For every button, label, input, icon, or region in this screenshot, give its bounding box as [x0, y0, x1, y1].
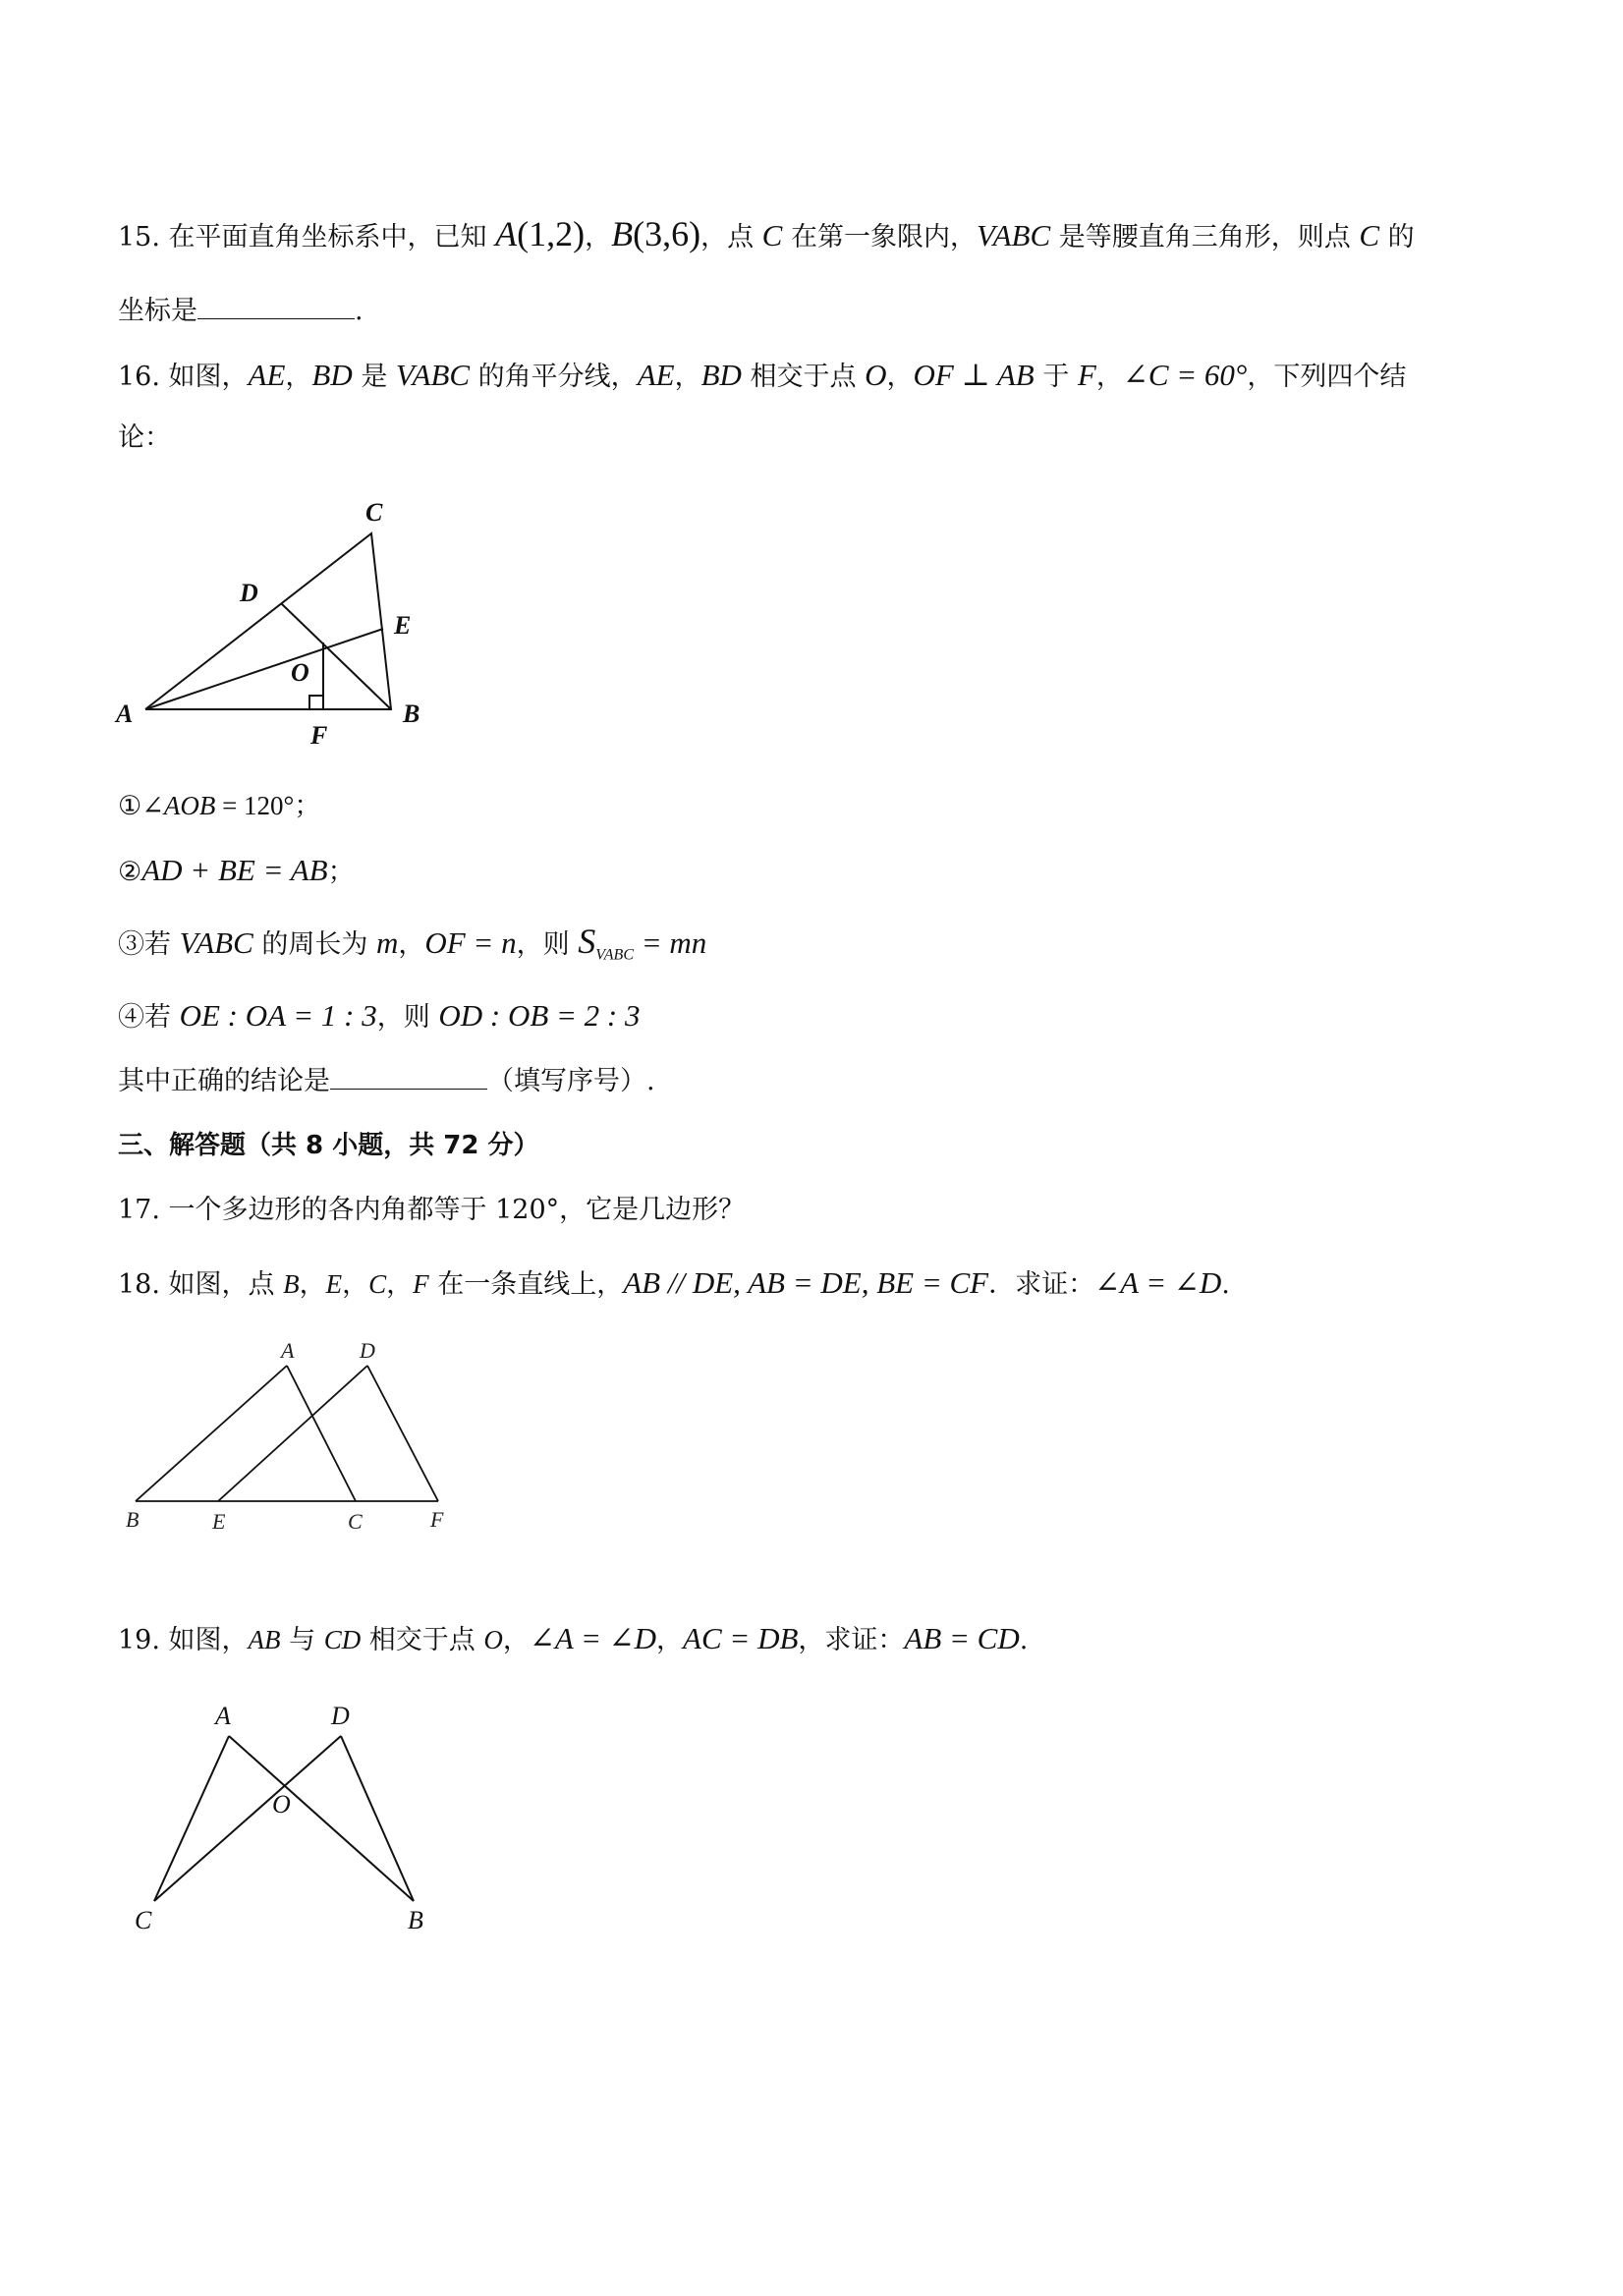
q16-line2: 论：	[118, 422, 171, 453]
label-a: A	[281, 1338, 295, 1363]
q17-line: 17. 一个多边形的各内角都等于 120°，它是几边形？	[118, 1195, 746, 1225]
segment-df	[367, 1366, 438, 1501]
label-f: F	[430, 1507, 444, 1532]
label-b: B	[403, 700, 420, 728]
segment-bd	[281, 603, 391, 709]
label-c: C	[348, 1509, 363, 1534]
q18-line: 18. 如图，点 B，E，C，F 在一条直线上，AB // DE, AB = DE, BE = CF．求证：∠A = ∠D.	[118, 1265, 1230, 1300]
section-heading: 三、解答题（共 8 小题，共 72 分）	[118, 1131, 539, 1160]
q16-line1: 16. 如图，AE，BD 是 VABC 的角平分线，AE，BD 相交于点 O，OF ⊥ AB 于 F，∠C = 60°，下列四个结	[118, 358, 1407, 392]
segment-db	[341, 1736, 414, 1901]
label-b: B	[408, 1906, 423, 1934]
label-o: O	[291, 658, 309, 687]
segment-ab	[229, 1736, 414, 1901]
label-c: C	[365, 498, 383, 527]
label-d: D	[240, 579, 258, 607]
label-e: E	[394, 611, 412, 640]
q19-line: 19. 如图，AB 与 CD 相交于点 O，∠A = ∠D，AC = DB，求证：AB = CD.	[118, 1621, 1029, 1655]
q16-conclusion-1: ①∠AOB = 120°；	[118, 791, 321, 821]
q16-conclusion-2: ②AD + BE = AB；	[118, 853, 355, 887]
label-e: E	[212, 1509, 226, 1534]
label-c: C	[135, 1906, 152, 1934]
segment-ae	[145, 629, 383, 709]
q16-conclusion-3: ③若 VABC 的周长为 m，OF = n，则 $S_{VABC}$ = mn	[118, 922, 707, 964]
q16-answer: 其中正确的结论是 （填写序号）.	[118, 1061, 655, 1101]
segment-ab	[136, 1366, 287, 1501]
answer-blank	[197, 291, 355, 319]
segment-ac	[154, 1736, 229, 1901]
label-b: B	[126, 1507, 140, 1532]
label-d: D	[331, 1702, 350, 1730]
q15-line2: 坐标是 .	[118, 291, 364, 331]
segment-dc	[154, 1736, 341, 1901]
label-f: F	[310, 721, 328, 750]
q19-figure	[123, 1695, 447, 1945]
q18-figure	[118, 1336, 462, 1542]
label-d: D	[360, 1338, 375, 1363]
q15-line1: 15. 在平面直角坐标系中，已知 A(1,2)，B(3,6)，点 C 在第一象限内，VABC 是等腰直角三角形，则点 C 的	[118, 214, 1415, 253]
answer-blank	[330, 1061, 487, 1090]
q16-figure	[108, 491, 442, 756]
label-a: A	[215, 1702, 231, 1730]
right-angle-mark	[309, 696, 323, 709]
q16-conclusion-4: ④若 OE : OA = 1 : 3，则 OD : OB = 2 : 3	[118, 998, 641, 1033]
triangle-abc	[145, 533, 391, 709]
label-a: A	[116, 700, 134, 728]
label-o: O	[272, 1790, 291, 1819]
